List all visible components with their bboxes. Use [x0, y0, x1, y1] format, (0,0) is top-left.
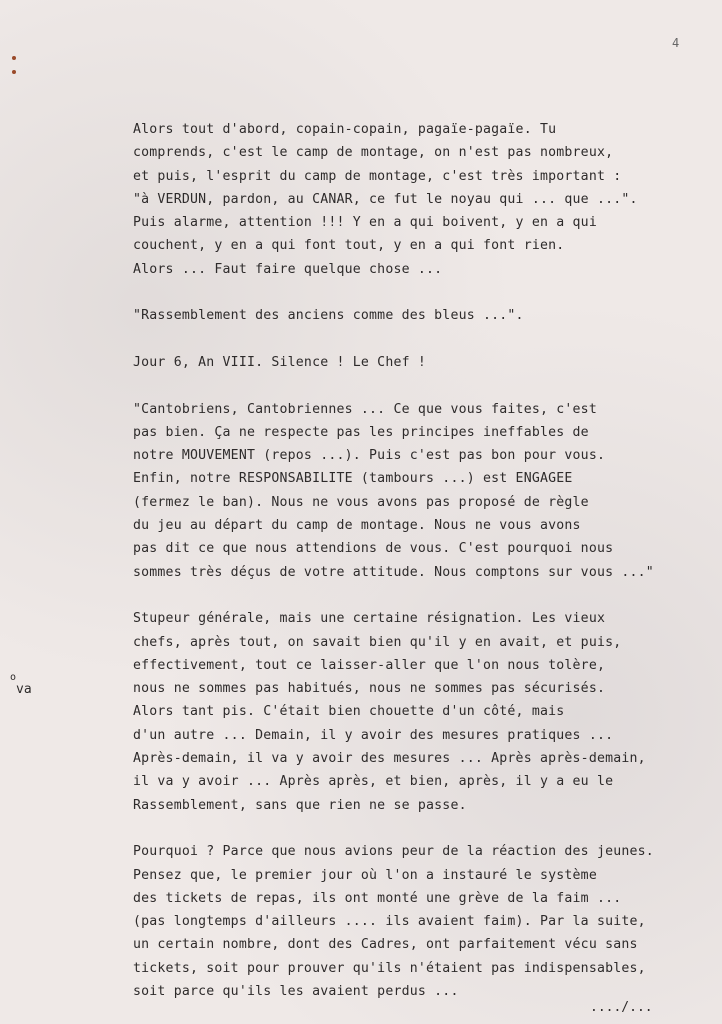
text-line: Alors tout d'abord, copain-copain, pagaïe-pagaïe. Tu	[133, 122, 557, 137]
paragraph	[133, 118, 713, 281]
text-line: un certain nombre, dont des Cadres, ont parfaitement vécu sans	[133, 937, 638, 953]
text-line: Puis alarme, attention !!! Y en a qui boivent, y en a qui	[133, 215, 597, 231]
continuation-mark: ..../...	[590, 1000, 653, 1015]
text-line: pas dit ce que nous attendions de vous. C'est pourquoi nous	[133, 541, 614, 557]
text-line: Jour 6, An VIII. Silence ! Le Chef !	[133, 354, 427, 370]
punch-mark	[12, 70, 16, 74]
text-line: Rassemblement, sans que rien ne se passe.	[133, 797, 467, 813]
text-line: pas bien. Ça ne respecte pas les principes ineffables de	[133, 424, 589, 440]
text-line: Alors ... Faut faire quelque chose ...	[133, 261, 443, 277]
text-line: "Rassemblement des anciens comme des bleus ...".	[133, 308, 524, 324]
text-line: "Cantobriens, Cantobriennes ... Ce que vous faites, c'est	[133, 401, 597, 417]
text-line: sommes très déçus de votre attitude. Nous comptons sur vous ..."	[133, 564, 654, 580]
text-line: soit parce qu'ils les avaient perdus ...	[133, 983, 459, 999]
paragraph-gap	[133, 374, 713, 397]
paragraph-gap	[133, 584, 713, 607]
paragraph	[133, 304, 713, 327]
text-line: chefs, après tout, on savait bien qu'il y en avait, et puis,	[133, 634, 622, 650]
paragraph	[133, 351, 713, 374]
text-line: Enfin, notre RESPONSABILITE (tambours ...) est ENGAGEE	[133, 471, 573, 487]
text-line: tickets, soit pour prouver qu'ils n'étaient pas indispensables,	[133, 960, 646, 976]
text-line: (fermez le ban). Nous ne vous avons pas proposé de règle	[133, 494, 589, 510]
paragraph-gap	[133, 328, 713, 351]
text-line: "à VERDUN, pardon, au CANAR, ce fut le noyau qui ... que ...".	[133, 191, 638, 207]
text-line: Pensez que, le premier jour où l'on a instauré le système	[133, 867, 597, 883]
page-number: 4	[672, 36, 680, 50]
text-line: effectivement, tout ce laisser-aller que l'on nous tolère,	[133, 657, 606, 673]
margin-mark: o	[10, 672, 17, 683]
text-line: et puis, l'esprit du camp de montage, c'est très important :	[133, 168, 622, 184]
text-line: Alors tant pis. C'était bien chouette d'un côté, mais	[133, 704, 565, 720]
text-line: Stupeur générale, mais une certaine résignation. Les vieux	[133, 611, 606, 627]
text-line: notre MOUVEMENT (repos ...). Puis c'est pas bon pour vous.	[133, 448, 606, 464]
margin-note: va	[16, 682, 32, 697]
text-line: il va y avoir ... Après après, et bien, après, il y a eu le	[133, 774, 614, 790]
text-line: couchent, y en a qui font tout, y en a qui font rien.	[133, 238, 565, 254]
text-line: Pourquoi ? Parce que nous avions peur de la réaction des jeunes.	[133, 844, 654, 860]
paragraph-gap	[133, 281, 713, 304]
paragraph	[133, 840, 713, 1003]
text-line: nous ne sommes pas habitués, nous ne sommes pas sécurisés.	[133, 681, 606, 697]
text-line: comprends, c'est le camp de montage, on n'est pas nombreux,	[133, 145, 614, 161]
paragraph	[133, 398, 713, 584]
text-line: d'un autre ... Demain, il y avoir des mesures pratiques ...	[133, 727, 614, 743]
text-line: des tickets de repas, ils ont monté une grève de la faim ...	[133, 890, 622, 906]
document-body	[133, 118, 713, 1003]
text-line: du jeu au départ du camp de montage. Nous ne vous avons	[133, 518, 581, 534]
paragraph-gap	[133, 817, 713, 840]
text-line: Après-demain, il va y avoir des mesures ... Après après-demain,	[133, 751, 646, 767]
paragraph	[133, 607, 713, 817]
punch-mark	[12, 56, 16, 60]
text-line: (pas longtemps d'ailleurs .... ils avaient faim). Par la suite,	[133, 914, 646, 930]
